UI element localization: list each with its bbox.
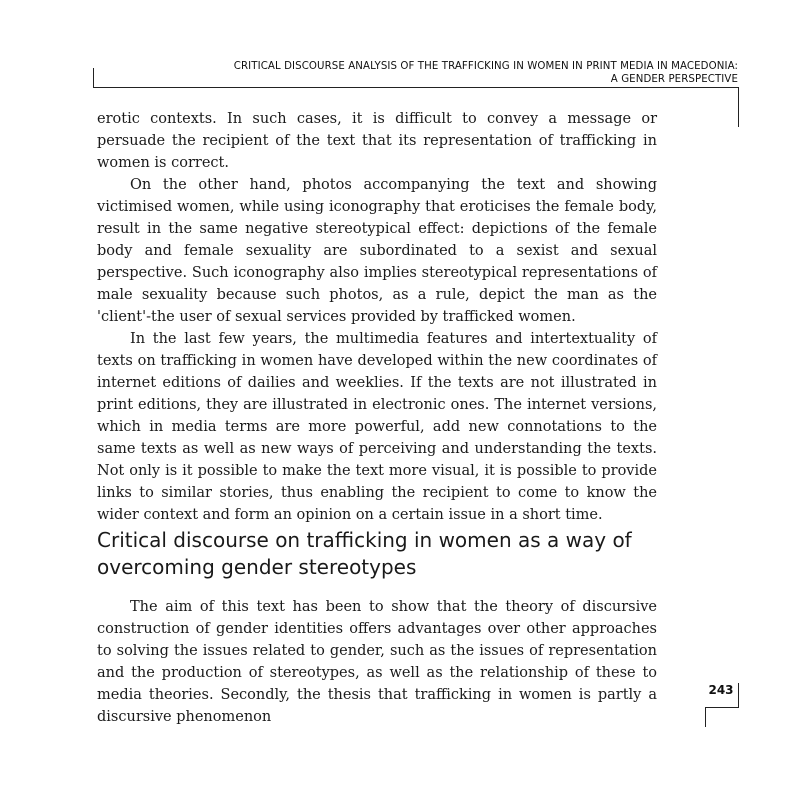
header-rule-right — [738, 87, 739, 127]
section-title: Critical discourse on trafficking in women as a way of overcoming gender stereotypes — [97, 528, 632, 579]
running-head — [234, 60, 738, 86]
page-number-rule-left — [705, 707, 706, 727]
running-head-line-2: A GENDER PERSPECTIVE — [610, 74, 738, 85]
body-text-bottom — [97, 596, 657, 728]
paragraph: In the last few years, the multimedia features and intertextuality of texts on trafficking in women have developed within the new coordinates of internet editions of dailies and weeklies. If the texts are not illustrated in print editions, they are illustrated in electronic ones. The internet versions, which in media terms are more powerful, add new connotations to the same texts as well as new ways of perceiving and understanding the texts. Not only is it possible to make the text more visual, it is possible to provide links to similar stories, thus enabling the recipient to come to know the wider context and form an opinion on a certain issue in a short time. — [97, 331, 657, 523]
page-number-rule-right — [738, 683, 739, 708]
body-text-top — [97, 108, 657, 526]
paragraph: The aim of this text has been to show that the theory of discursive construction of gender identities offers advantages over other approaches to solving the issues related to gender, such as the issues of representation and the production of stereotypes, as well as the relationship of these to media theories. Secondly, the thesis that trafficking in women is partly a discursive phenomenon — [97, 599, 657, 725]
page-number-rule-bottom — [705, 707, 739, 708]
paragraph: On the other hand, photos accompanying the text and showing victimised women, while using iconography that eroticises the female body, result in the same negative stereotypical effect: depictions of the female body and female sexuality are subordinated to a sexist and sexual perspective. Such iconography also implies stereotypical representations of male sexuality because such photos, as a rule, depict the man as the 'client'-the user of sexual services provided by trafficked women. — [97, 177, 657, 325]
paragraph: erotic contexts. In such cases, it is difficult to convey a message or persuade the recipient of the text that its representation of trafficking in women is correct. — [97, 111, 657, 171]
page-number: 243 — [708, 683, 734, 697]
header-rule-left — [93, 68, 94, 88]
running-head-line-1: CRITICAL DISCOURSE ANALYSIS OF THE TRAFFICKING IN WOMEN IN PRINT MEDIA IN MACEDONIA: — [233, 61, 738, 72]
header-rule-bottom — [93, 87, 739, 88]
